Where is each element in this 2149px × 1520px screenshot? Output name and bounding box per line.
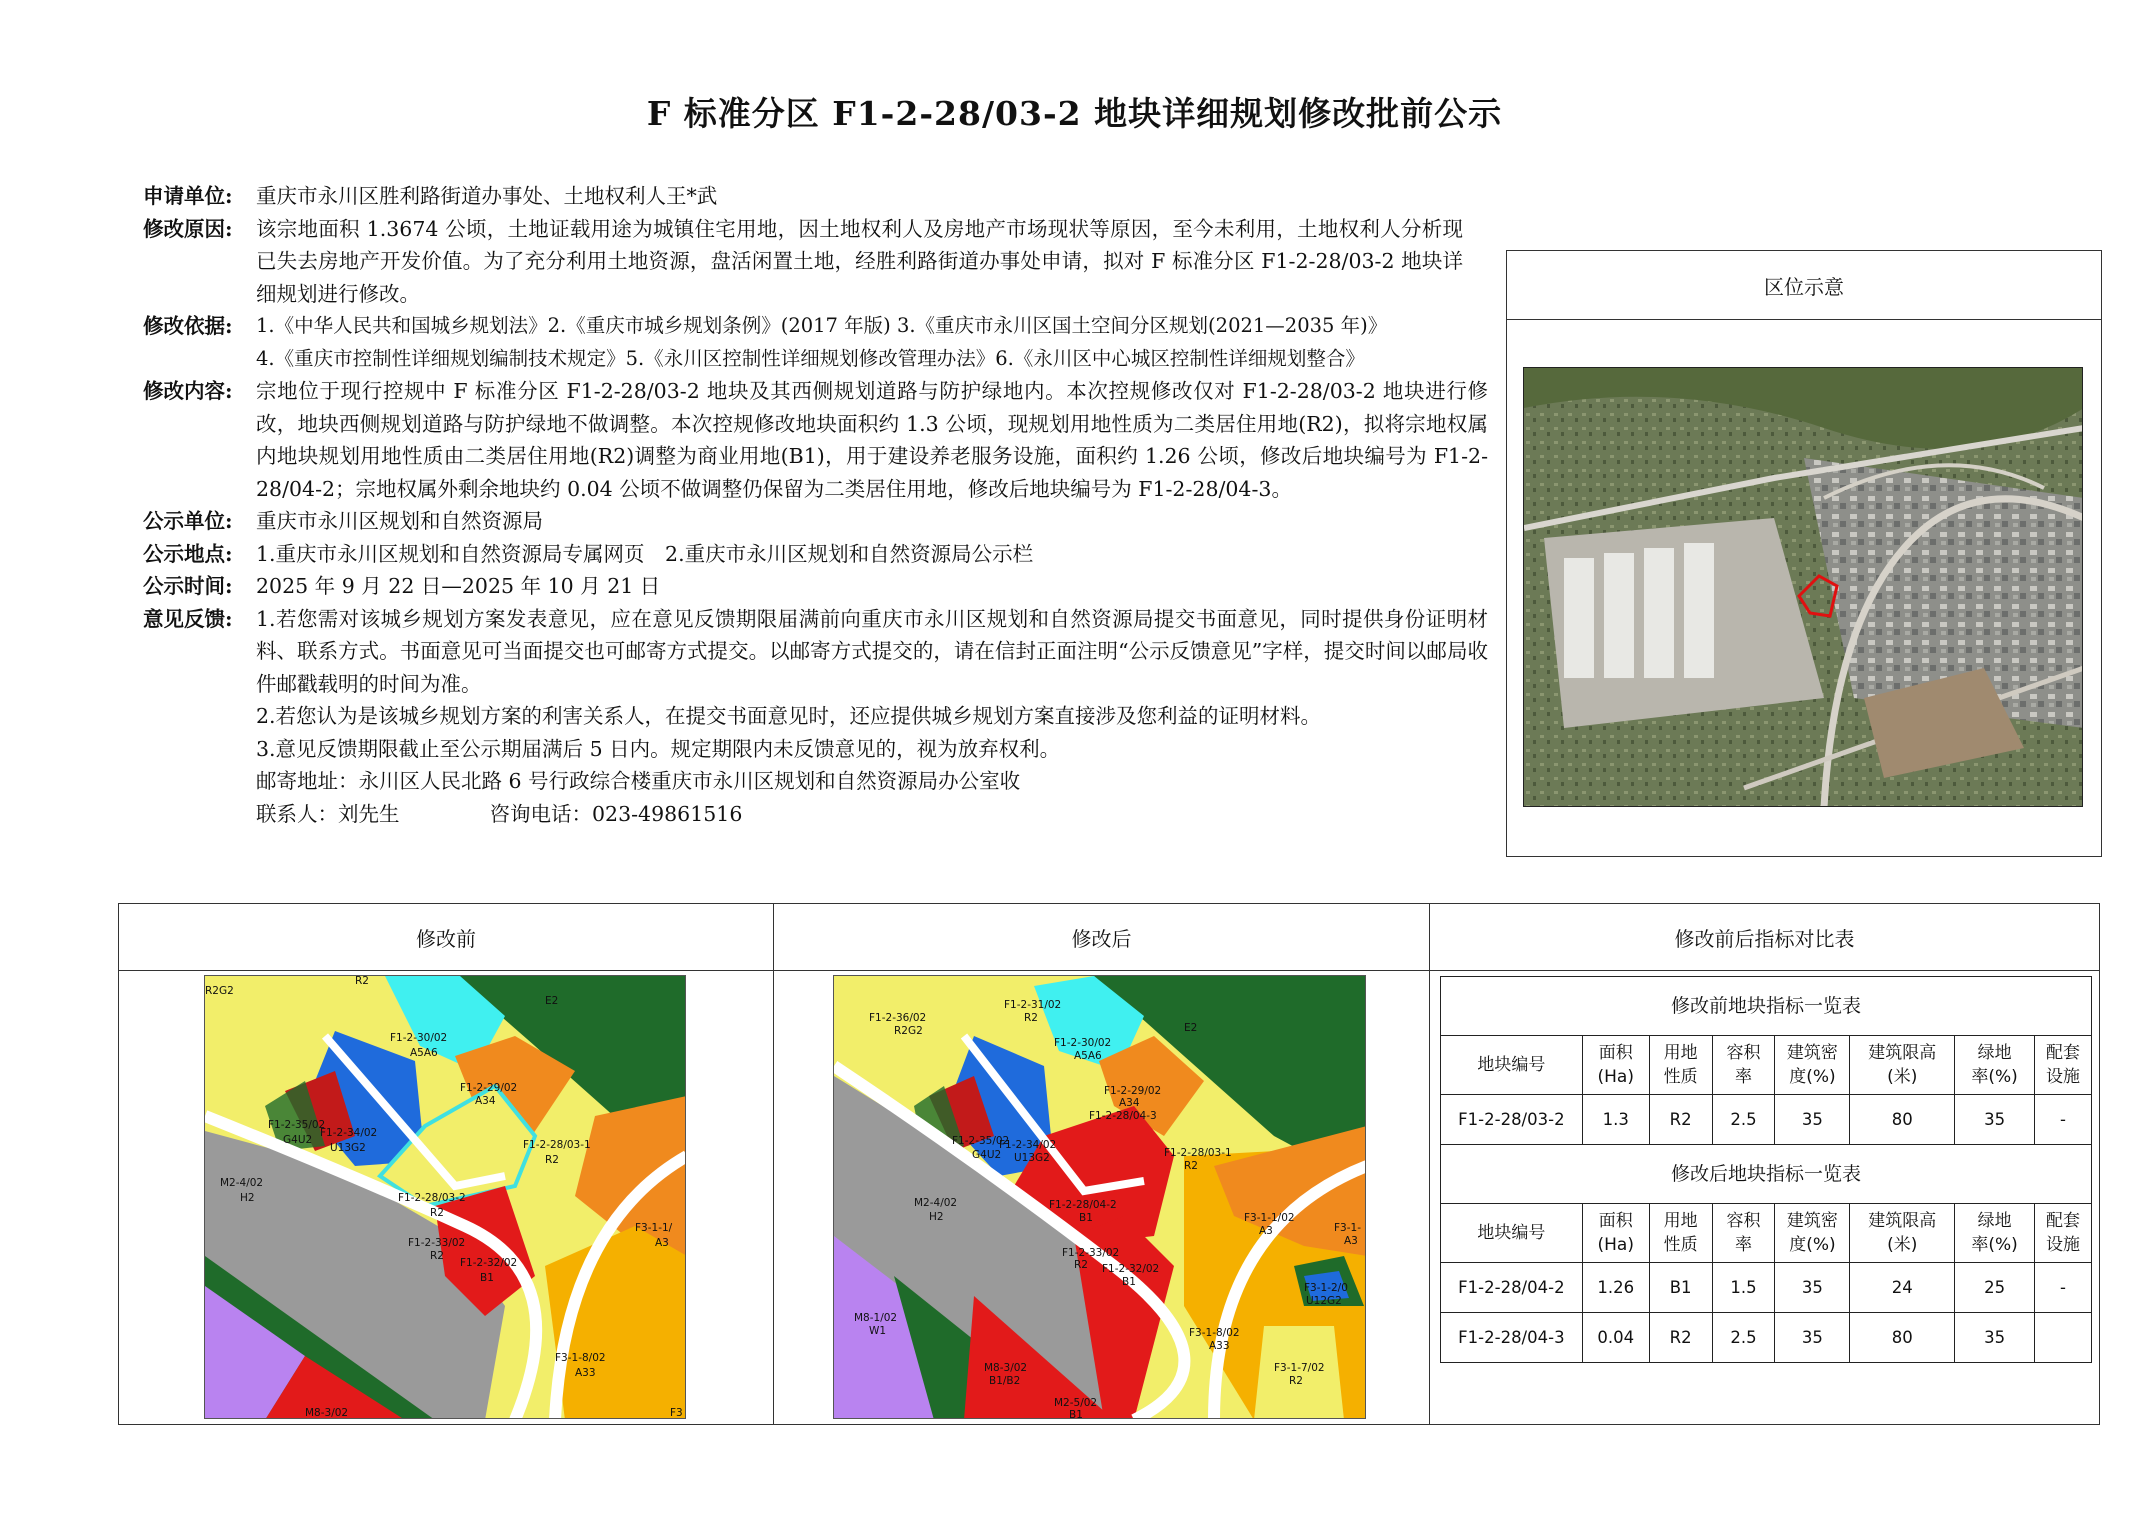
label-m8-3: M8-3/02 (305, 1407, 349, 1419)
before-map (204, 975, 686, 1419)
cell: 25 (1955, 1263, 2035, 1313)
cell: F1-2-28/03-2 (1441, 1095, 1583, 1145)
after-heading: 修改后 (774, 904, 1429, 971)
location-box (1506, 250, 2102, 857)
after-label-f1-2-29: F1-2-29/02 (1104, 1085, 1162, 1097)
applicant-label: 申请单位: (143, 184, 233, 208)
label-f3-1-8: F3-1-8/02 (555, 1352, 606, 1364)
after-label-f1-2-32: F1-2-32/02 (1102, 1263, 1160, 1275)
feedback-address: 邮寄地址：永川区人民北路 6 号行政综合楼重庆市永川区规划和自然资源局办公室收 (256, 769, 1021, 793)
after-label-a3: A3 (1259, 1225, 1273, 1237)
after-label-f3-1-7: F3-1-7/02 (1274, 1362, 1325, 1374)
compare-heading: 修改前后指标对比表 (1430, 904, 2099, 971)
after-label-f1-2-33: F1-2-33/02 (1062, 1247, 1120, 1259)
cell: 2.5 (1712, 1313, 1775, 1363)
basis-value (256, 310, 1488, 375)
cell: B1 (1649, 1263, 1712, 1313)
feedback-p2: 2.若您认为是该城乡规划方案的利害关系人，在提交书面意见时，还应提供城乡规划方案直接涉及您利益的证明材料。 (256, 704, 1322, 728)
after-label-a5a6: A5A6 (1074, 1050, 1102, 1062)
label-g4u2: G4U2 (283, 1134, 313, 1146)
label-e2: E2 (545, 995, 559, 1007)
after-label-f3-1-x: F3-1- (1334, 1222, 1361, 1234)
label-r2g2: R2G2 (205, 985, 234, 997)
before-table-caption: 修改前地块指标一览表 (1441, 977, 2092, 1036)
after-label-b1b2: B1/B2 (989, 1375, 1021, 1387)
label-f1-2-30: F1-2-30/02 (390, 1032, 448, 1044)
after-label-f3-1-1: F3-1-1/02 (1244, 1212, 1295, 1224)
label-f1-2-28-03-2: F1-2-28/03-2 (398, 1192, 466, 1204)
comparison-panel (118, 903, 2100, 1425)
basis-label: 修改依据: (143, 314, 233, 338)
label-f1-2-29: F1-2-29/02 (460, 1082, 518, 1094)
feedback-contact-line (256, 798, 1488, 831)
content-value: 宗地位于现行控规中 F 标准分区 F1-2-28/03-2 地块及其西侧规划道路与防护绿地内。本次控规修改仅对 F1-2-28/03-2 地块进行修改，地块西侧规划道路与防护绿地不做调整。本次控规修改地块面积约 1.3 公顷，现规划用地性质为二类居住用地(R2)，拟将宗地权属内地块规划用地性质由二类居住用地(R2)调整为商业用地(B1)，用于建设养老服务设施，面积约 1.26 公顷，修改后地块编号为 F1-2-28/04-2；宗地权属外剩余地块约 0.04 公顷不做调整仍保留为二类居住用地，修改后地块编号为 F1-2-28/04-3。 (256, 379, 1488, 501)
label-f1-2-35: F1-2-35/02 (268, 1119, 326, 1131)
after-label-e2: E2 (1184, 1022, 1198, 1034)
place-row (143, 538, 1488, 571)
place-label: 公示地点: (143, 541, 233, 566)
after-label-f1-2-34: F1-2-34/02 (999, 1139, 1057, 1151)
after-label-f3-1-2: F3-1-2/0 (1304, 1282, 1348, 1294)
label-r2-33: R2 (430, 1250, 444, 1262)
notice-info (143, 180, 1488, 830)
publisher-value: 重庆市永川区规划和自然资源局 (256, 509, 543, 533)
cell: 80 (1850, 1095, 1955, 1145)
ah-6: 绿地 率(%) (1955, 1204, 2035, 1263)
bh-0: 地块编号 (1441, 1036, 1583, 1095)
bh-2: 用地 性质 (1649, 1036, 1712, 1095)
table-row (1441, 1095, 2092, 1145)
basis-line-1: 1.《中华人民共和国城乡规划法》2.《重庆市城乡规划条例》(2017 年版) 3.《重庆市永川区国土空间分区规划(2021—2035 年)》 (256, 314, 1388, 337)
label-f1-2-34: F1-2-34/02 (320, 1127, 378, 1139)
compare-column (1430, 904, 2099, 1424)
cell: 35 (1775, 1313, 1850, 1363)
ah-0: 地块编号 (1441, 1204, 1583, 1263)
cell: 35 (1955, 1095, 2035, 1145)
cell: 24 (1850, 1263, 1955, 1313)
bh-6: 绿地 率(%) (1955, 1036, 2035, 1095)
cell: 1.3 (1582, 1095, 1649, 1145)
page-title: F 标准分区 F1-2-28/03-2 地块详细规划修改批前公示 (646, 94, 1503, 133)
after-label-f1-2-31: F1-2-31/02 (1004, 999, 1062, 1011)
label-m2-4: M2-4/02 (220, 1177, 264, 1189)
label-f1-2-28-03-1: F1-2-28/03-1 (523, 1139, 591, 1151)
content-label: 修改内容: (143, 379, 233, 403)
before-heading: 修改前 (119, 904, 773, 971)
bh-7: 配套 设施 (2035, 1036, 2092, 1095)
after-label-r2-7: R2 (1289, 1375, 1303, 1387)
cell: - (2035, 1095, 2092, 1145)
cell: 35 (1775, 1095, 1850, 1145)
cell: - (2035, 1263, 2092, 1313)
label-r2-mid: R2 (545, 1154, 559, 1166)
after-label-m2-4: M2-4/02 (914, 1197, 958, 1209)
cell: F1-2-28/04-2 (1441, 1263, 1583, 1313)
after-label-r2-31: R2 (1024, 1012, 1038, 1024)
bh-1: 面积 (Ha) (1582, 1036, 1649, 1095)
reason-row (143, 213, 1463, 311)
label-h2: H2 (240, 1192, 255, 1204)
label-u13g2: U13G2 (330, 1142, 366, 1154)
content-row (143, 375, 1488, 505)
after-label-r2-33: R2 (1074, 1259, 1088, 1271)
after-label-h2: H2 (929, 1211, 944, 1223)
after-column (774, 904, 1430, 1424)
after-label-m8-1: M8-1/02 (854, 1312, 898, 1324)
time-label: 公示时间: (143, 574, 233, 598)
after-label-f1-2-28-04-3: F1-2-28/04-3 (1089, 1110, 1157, 1122)
before-column (119, 904, 774, 1424)
after-label-f1-2-28-03-1: F1-2-28/03-1 (1164, 1147, 1232, 1159)
feedback-row (143, 603, 1488, 831)
applicant-value: 重庆市永川区胜利路街道办事处、土地权利人王*武 (256, 184, 718, 208)
after-label-r2-mid: R2 (1184, 1160, 1198, 1172)
location-satellite-image (1523, 367, 2083, 807)
after-label-a34: A34 (1119, 1097, 1140, 1109)
after-map-graphic (834, 976, 1366, 1419)
cell: 1.26 (1582, 1263, 1649, 1313)
after-label-f1-2-30: F1-2-30/02 (1054, 1037, 1112, 1049)
table-row (1441, 1263, 2092, 1313)
satellite-map-graphic (1524, 368, 2083, 807)
after-label-g4u2: G4U2 (972, 1149, 1002, 1161)
place-value: 1.重庆市永川区规划和自然资源局专属网页 2.重庆市永川区规划和自然资源局公示栏 (256, 541, 1034, 566)
bh-5: 建筑限高 (米) (1850, 1036, 1955, 1095)
label-a34: A34 (475, 1095, 496, 1107)
after-map (833, 975, 1366, 1419)
location-title: 区位示意 (1507, 251, 2101, 320)
label-f1-2-33: F1-2-33/02 (408, 1237, 466, 1249)
ah-5: 建筑限高 (米) (1850, 1204, 1955, 1263)
time-row (143, 570, 1488, 603)
label-f1-2-32: F1-2-32/02 (460, 1257, 518, 1269)
feedback-p3: 3.意见反馈期限截止至公示期届满后 5 日内。规定期限内未反馈意见的，视为放弃权利。 (256, 736, 1061, 761)
cell: 35 (1775, 1263, 1850, 1313)
label-r2-site: R2 (430, 1207, 444, 1219)
after-label-w1: W1 (869, 1325, 887, 1337)
label-a33: A33 (575, 1367, 596, 1379)
time-value: 2025 年 9 月 22 日—2025 年 10 月 21 日 (256, 574, 661, 598)
label-f3-1-1: F3-1-1/ (635, 1222, 673, 1234)
ah-7: 配套 设施 (2035, 1204, 2092, 1263)
reason-label: 修改原因: (143, 216, 233, 241)
cell: R2 (1649, 1095, 1712, 1145)
label-r2-top: R2 (355, 976, 369, 987)
after-label-f1-2-28-04-2: F1-2-28/04-2 (1049, 1199, 1117, 1211)
cell: 35 (1955, 1313, 2035, 1363)
publisher-label: 公示单位: (143, 509, 233, 533)
cell: 1.5 (1712, 1263, 1775, 1313)
bh-4: 建筑密 度(%) (1775, 1036, 1850, 1095)
ah-3: 容积 率 (1712, 1204, 1775, 1263)
after-label-m2-5: M2-5/02 (1054, 1397, 1098, 1409)
after-label-a3-2: A3 (1344, 1235, 1358, 1247)
after-label-f1-2-36: F1-2-36/02 (869, 1012, 927, 1024)
ah-4: 建筑密 度(%) (1775, 1204, 1850, 1263)
after-label-b1-32: B1 (1122, 1276, 1136, 1288)
cell: R2 (1649, 1313, 1712, 1363)
basis-row (143, 310, 1488, 375)
after-label-b1-m2-5: B1 (1069, 1409, 1083, 1419)
before-map-graphic (205, 976, 686, 1419)
applicant-row (143, 180, 1488, 213)
cell: 80 (1850, 1313, 1955, 1363)
reason-value: 该宗地面积 1.3674 公顷，土地证载用途为城镇住宅用地，因土地权利人及房地产市场现状等原因，至今未利用，土地权利人分析现已失去房地产开发价值。为了充分利用土地资源，盘活闲置土地，经胜利路街道办事处申请，拟对 F 标准分区 F1-2-28/03-2 地块详细规划进行修改。 (256, 216, 1463, 306)
cell: 2.5 (1712, 1095, 1775, 1145)
after-table-caption: 修改后地块指标一览表 (1441, 1145, 2092, 1204)
feedback-label: 意见反馈: (143, 606, 233, 631)
after-label-m8-3: M8-3/02 (984, 1362, 1028, 1374)
after-label-a33: A33 (1209, 1340, 1230, 1352)
after-label-u13g2: U13G2 (1014, 1152, 1050, 1164)
after-label-b1-site: B1 (1079, 1212, 1093, 1224)
label-a3: A3 (655, 1237, 669, 1249)
indicator-tables (1440, 976, 2092, 1363)
table-row (1441, 1313, 2092, 1363)
cell: F1-2-28/04-3 (1441, 1313, 1583, 1363)
ah-2: 用地 性质 (1649, 1204, 1712, 1263)
after-label-f1-2-35: F1-2-35/02 (952, 1135, 1010, 1147)
label-a5a6: A5A6 (410, 1047, 438, 1059)
cell: 0.04 (1582, 1313, 1649, 1363)
contact-phone: 咨询电话：023-49861516 (489, 801, 743, 826)
cell (2035, 1313, 2092, 1363)
ah-1: 面积 (Ha) (1582, 1204, 1649, 1263)
basis-line-2: 4.《重庆市控制性详细规划编制技术规定》5.《永川区控制性详细规划修改管理办法》6.《永川区中心城区控制性详细规划整合》 (256, 346, 1365, 370)
feedback-value (256, 603, 1488, 831)
label-b1: B1 (480, 1272, 494, 1284)
publisher-row (143, 505, 1488, 538)
label-f3: F3 (670, 1407, 683, 1419)
after-label-f3-1-8: F3-1-8/02 (1189, 1327, 1240, 1339)
after-label-r2g2: R2G2 (894, 1025, 923, 1037)
after-label-u12g2: U12G2 (1306, 1295, 1342, 1307)
contact-person: 联系人：刘先生 (256, 801, 400, 826)
feedback-p1: 1.若您需对该城乡规划方案发表意见，应在意见反馈期限届满前向重庆市永川区规划和自然资源局提交书面意见，同时提供身份证明材料、联系方式。书面意见可当面提交也可邮寄方式提交。以邮寄方式提交的，请在信封正面注明“公示反馈意见”字样，提交时间以邮局收件邮戳载明的时间为准。 (256, 606, 1488, 696)
bh-3: 容积 率 (1712, 1036, 1775, 1095)
